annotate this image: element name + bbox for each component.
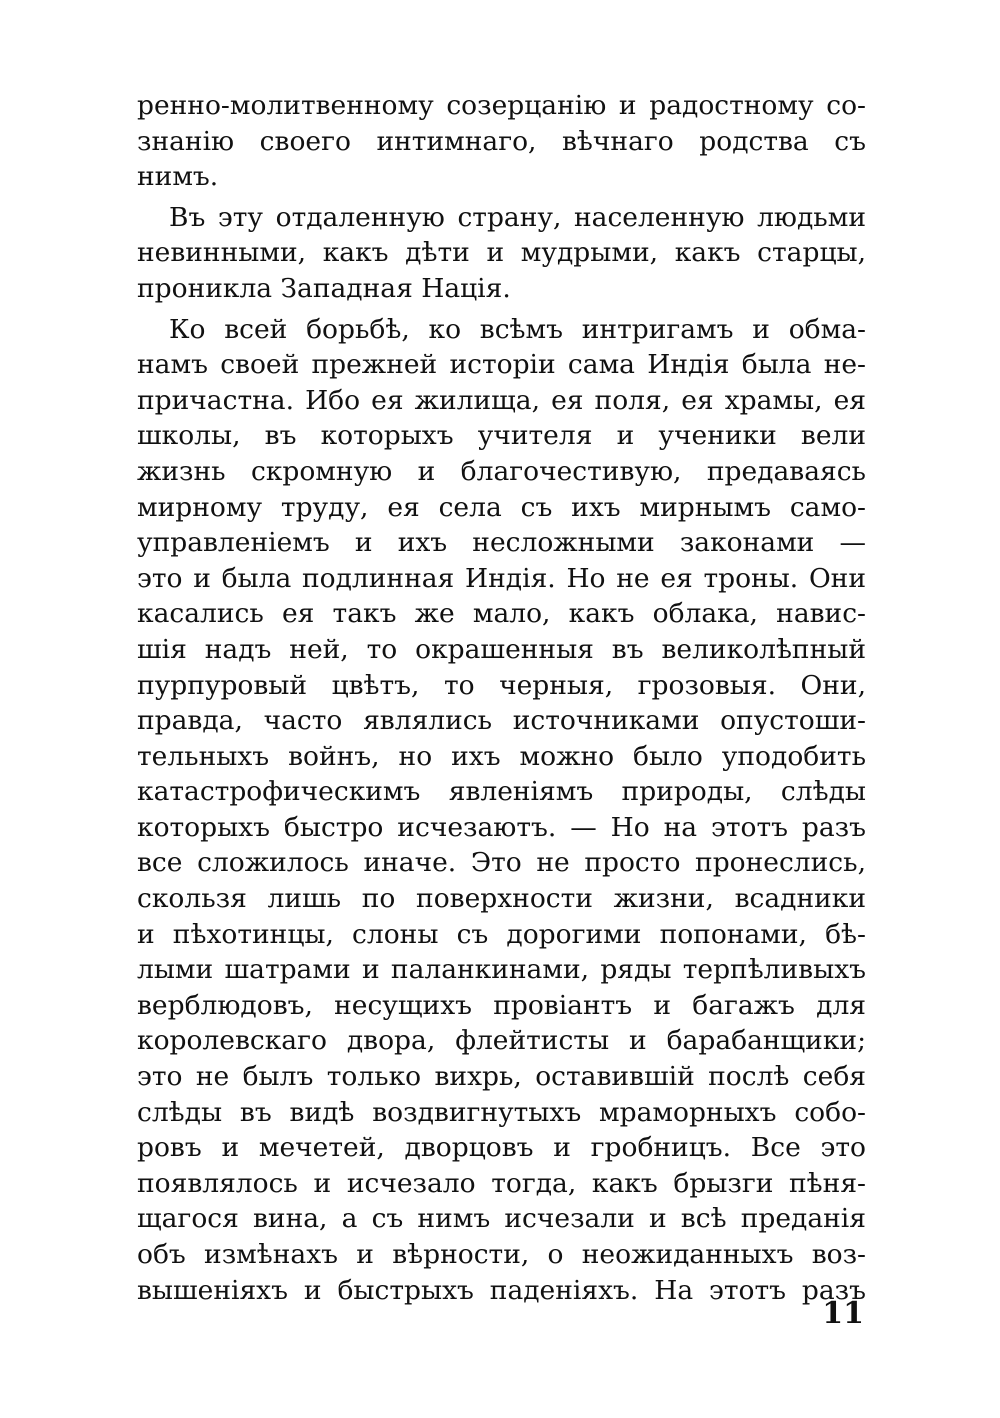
paragraph-2 — [137, 200, 866, 307]
text-line: школы, въ которыхъ учителя и ученики вели — [137, 420, 866, 452]
text-line: управленіемъ и ихъ несложными законами — — [137, 527, 866, 559]
text-line: шія надъ ней, то окрашенныя въ великолѣпный — [137, 633, 866, 665]
text-line: объ измѣнахъ и вѣрности, о неожиданныхъ воз- — [137, 1239, 866, 1270]
text-line: появлялось и исчезало тогда, какъ брызги пѣня- — [137, 1167, 866, 1199]
paragraph-3 — [137, 312, 866, 1309]
text-line: невинными, какъ дѣти и мудрыми, какъ старцы, — [137, 237, 866, 269]
text-line: лыми шатрами и паланкинами, ряды терпѣливыхъ — [137, 954, 866, 986]
text-line: причастна. Ибо ея жилища, ея поля, ея храмы, ея — [137, 384, 866, 416]
text-line: пурпуровый цвѣтъ, то черныя, грозовыя. Они, — [137, 669, 866, 701]
text-line: которыхъ быстро исчезаютъ. — Но на этотъ разъ — [137, 811, 866, 843]
text-line: намъ своей прежней исторіи сама Индія была не- — [137, 349, 866, 381]
text-line: знанію своего интимнаго, вѣчнаго родства съ — [137, 125, 866, 157]
text-line: Ко всей борьбѣ, ко всѣмъ интригамъ и обма- — [169, 313, 866, 345]
text-line: касались ея такъ же мало, какъ облака, навис- — [137, 598, 866, 630]
text-line: жизнь скромную и благочестивую, предаваясь — [137, 455, 866, 487]
text-line: все сложилось иначе. Это не просто пронеслись, — [137, 847, 866, 879]
text-line: слѣды въ видѣ воздвигнутыхъ мраморныхъ собо- — [137, 1096, 866, 1128]
text-line: правда, часто являлись источниками опустоши- — [137, 705, 866, 737]
text-line: катастрофическимъ явленіямъ природы, слѣды — [137, 776, 866, 808]
text-line: щагося вина, а съ нимъ исчезали и всѣ преданія — [137, 1203, 866, 1235]
page-number: 11 — [822, 1296, 864, 1331]
text-line: верблюдовъ, несущихъ провіантъ и багажъ для — [137, 989, 866, 1021]
paragraph-1 — [137, 88, 866, 195]
text-line: скользя лишь по поверхности жизни, всадники — [137, 883, 866, 915]
text-line: мирному труду, ея села съ ихъ мирнымъ само- — [137, 491, 866, 523]
text-line: ренно-молитвенному созерцанію и радостному со- — [137, 90, 866, 121]
text-line: проникла Западная Нація. — [137, 272, 511, 304]
text-line: нимъ. — [137, 161, 219, 193]
text-line: Въ эту отдаленную страну, населенную людьми — [169, 201, 866, 233]
text-line: это и была подлинная Индія. Но не ея троны. Они — [137, 562, 866, 594]
text-line: тельныхъ войнъ, но ихъ можно было уподобить — [137, 740, 866, 772]
text-line: ровъ и мечетей, дворцовъ и гробницъ. Все это — [137, 1132, 866, 1164]
text-line: это не былъ только вихрь, оставившій послѣ себя — [137, 1061, 866, 1093]
text-line: вышеніяхъ и быстрыхъ паденіяхъ. На этотъ разъ — [137, 1274, 866, 1306]
body-text — [137, 88, 866, 1308]
text-line: и пѣхотинцы, слоны съ дорогими попонами, бѣ- — [137, 918, 866, 950]
text-line: королевскаго двора, флейтисты и барабанщики; — [137, 1025, 866, 1057]
